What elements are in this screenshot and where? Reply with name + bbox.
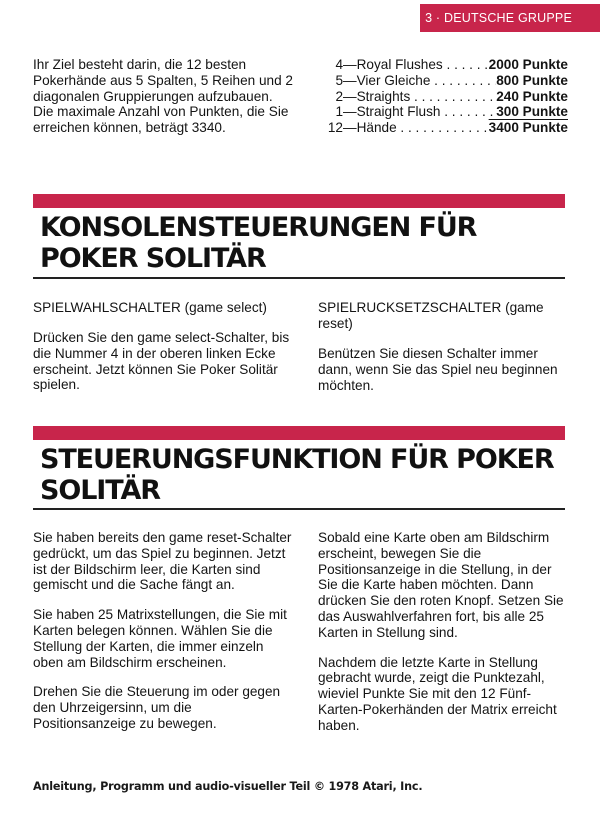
score-row: [318, 104, 568, 120]
section-divider-bar: [33, 426, 565, 440]
section-tab: 3 · DEUTSCHE GRUPPE: [420, 4, 600, 32]
score-row-total: [318, 120, 568, 136]
paragraph: Drehen Sie die Steuerung im oder gegen den Uhrzeigersinn, um die Positionsanzeige zu bewegen.: [33, 684, 281, 731]
section-heading-control-function: [40, 444, 554, 506]
paragraph: Sie haben 25 Matrixstellungen, die Sie mit Karten belegen können. Wählen Sie die Stellung der Karten, die immer einzeln oben am Bildschirm erscheinen.: [33, 607, 287, 670]
heading-rule: [33, 508, 565, 510]
score-row: [318, 73, 568, 89]
heading-line: KONSOLENSTEUERUNGEN FÜR: [40, 212, 477, 243]
score-table: [318, 57, 568, 136]
heading-line: STEUERUNGSFUNKTION FÜR POKER: [40, 444, 554, 475]
score-label: —Hände . . .: [343, 120, 489, 136]
control-left-column: [33, 530, 295, 746]
score-points: 2000 Punkte: [488, 57, 568, 72]
score-points: 240 Punkte: [496, 88, 568, 104]
score-label: —Royal Flushes . . .: [343, 57, 489, 73]
control-right-column: [318, 530, 568, 748]
paragraph: Nachdem die letzte Karte in Stellung gebracht wurde, zeigt die Punktezahl, wieviel Punkte Sie mit den 12 Fünf-Karten-Pokerhänden der Matrix erreicht haben.: [318, 654, 557, 733]
game-reset-title: SPIELRUCKSETZSCHALTER (game reset): [318, 300, 544, 331]
paragraph: Sobald eine Karte oben am Bildschirm erscheint, bewegen Sie die Positionsanzeige in die Stellung, in der Sie die Karte haben möchten. Dann drücken Sie den roten Knopf. Setzen Sie das Auswahlverfahren fort, bis alle 25 Karten in Stellung sind.: [318, 530, 564, 640]
game-select-column: [33, 300, 295, 393]
game-reset-column: [318, 300, 568, 393]
score-points: 300 Punkte: [496, 104, 568, 120]
score-row: [318, 57, 568, 73]
copyright-footer: Anleitung, Programm und audio-visueller Teil © 1978 Atari, Inc.: [33, 780, 423, 793]
paragraph: Sie haben bereits den game reset-Schalter gedrückt, um das Spiel zu beginnen. Jetzt ist der Bildschirm leer, die Karten sind gemischt und die Sache fängt an.: [33, 530, 292, 593]
section-divider-bar: [33, 194, 565, 208]
score-label: —Straight Flush . . .: [343, 104, 496, 120]
score-points: 800 Punkte: [496, 72, 568, 88]
score-count: 1: [335, 104, 343, 120]
heading-line: SOLITÄR: [40, 475, 160, 506]
heading-rule: [33, 277, 565, 279]
score-row: [318, 89, 568, 105]
score-count: 2: [335, 88, 343, 104]
score-count: 12: [327, 120, 343, 136]
heading-line: POKER SOLITÄR: [40, 243, 266, 274]
game-select-title: SPIELWAHLSCHALTER (game select): [33, 300, 267, 315]
game-reset-text: Benützen Sie diesen Schalter immer dann, wenn Sie das Spiel neu beginnen möchten.: [318, 346, 558, 393]
score-label: —Vier Gleiche . . .: [343, 73, 496, 89]
score-count: 4: [335, 57, 343, 72]
score-label: —Straights . . .: [343, 89, 496, 105]
score-count: 5: [335, 72, 343, 88]
game-select-text: Drücken Sie den game select-Schalter, bis die Nummer 4 in der oberen linken Ecke erscheint. Jetzt können Sie Poker Solitär spielen.: [33, 330, 290, 393]
intro-text: Ihr Ziel besteht darin, die 12 besten Pokerhände aus 5 Spalten, 5 Reihen und 2 diagonalen Gruppierungen aufzubauen. Die maximale Anzahl von Punkten, die Sie erreichen können, beträgt 3340.: [33, 57, 293, 136]
score-points-total: 3400 Punkte: [488, 120, 568, 136]
section-heading-console-controls: [40, 212, 476, 274]
